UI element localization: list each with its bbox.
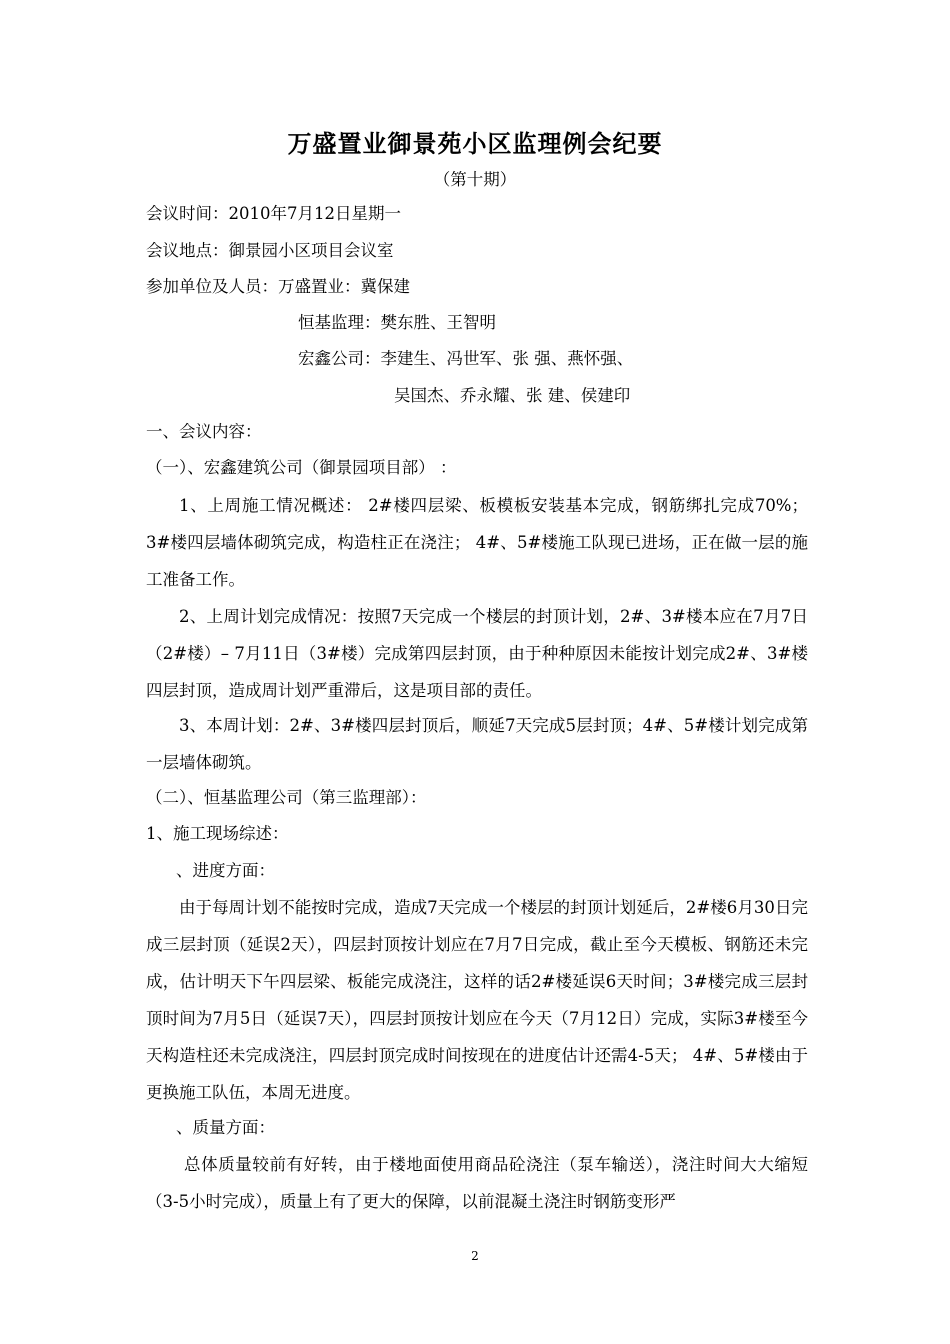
attendees-contractor: 宏鑫公司：李建生、冯世军、张 强、燕怀强、 (298, 349, 634, 368)
progress-heading: 、进度方面： (176, 861, 275, 880)
paragraph-last-week-summary: 1、上周施工情况概述： 2#楼四层梁、板模板安装基本完成，钢筋绑扎完成70%； 3#楼四层墙体砌筑完成，构造柱正在浇注； 4#、5#楼施工队现已进场，正在做一层的施工准备工作。 (146, 496, 808, 589)
meeting-time: 会议时间：2010年7月12日星期一 (146, 204, 401, 223)
section-heading-meeting-content: 一、会议内容： (146, 422, 262, 441)
page-number: 2 (471, 1249, 479, 1263)
subsection-heading-contractor: （一）、宏鑫建筑公司（御景园项目部） ： (146, 458, 457, 477)
paragraph-this-week-plan: 3、本周计划：2#、3#楼四层封顶后，顺延7天完成5层封顶；4#、5#楼计划完成第一层墙体砌筑。 (146, 716, 808, 772)
attendees-label: 参加单位及人员：万盛置业：冀保建 (146, 277, 410, 296)
subsection-heading-supervisor: （二）、恒基监理公司（第三监理部）： (146, 788, 427, 807)
issue-number: （第十期） (433, 170, 517, 189)
document-title: 万盛置业御景苑小区监理例会纪要 (287, 129, 663, 158)
quality-heading: 、质量方面： (176, 1118, 275, 1137)
paragraph-quality: 总体质量较前有好转，由于楼地面使用商品砼浇注（泵车输送），浇注时间大大缩短（3-5小时完成），质量上有了更大的保障，以前混凝土浇注时钢筋变形严 (146, 1155, 808, 1211)
attendees-contractor-cont: 吴国杰、乔永耀、张 建、侯建印 (394, 386, 631, 405)
site-overview-heading: 1、施工现场综述： (146, 824, 289, 843)
attendees-supervisor: 恒基监理：樊东胜、王智明 (298, 313, 496, 332)
paragraph-progress: 由于每周计划不能按时完成，造成7天完成一个楼层的封顶计划延后，2#楼6月30日完成三层封顶（延误2天），四层封顶按计划应在7月7日完成，截止至今天模板、钢筋还未完成，估计明天下午四层梁、板能完成浇注，这样的话2#楼延误6天时间；3#楼完成三层封顶时间为7月5日（延误7天），四层封顶按计划应在今天（7月12日）完成，实际3#楼至今天构造柱还未完成浇注，四层封顶完成时间按现在的进度估计还需4-5天； 4#、5#楼由于更换施工队伍，本周无进度。 (146, 898, 808, 1102)
paragraph-plan-completion: 2、上周计划完成情况：按照7天完成一个楼层的封顶计划，2#、3#楼本应在7月7日（2#楼）– 7月11日（3#楼）完成第四层封顶，由于种种原因未能按计划完成2#、3#楼四层封顶，造成周计划严重滞后，这是项目部的责任。 (146, 607, 808, 700)
meeting-place: 会议地点：御景园小区项目会议室 (146, 241, 394, 260)
